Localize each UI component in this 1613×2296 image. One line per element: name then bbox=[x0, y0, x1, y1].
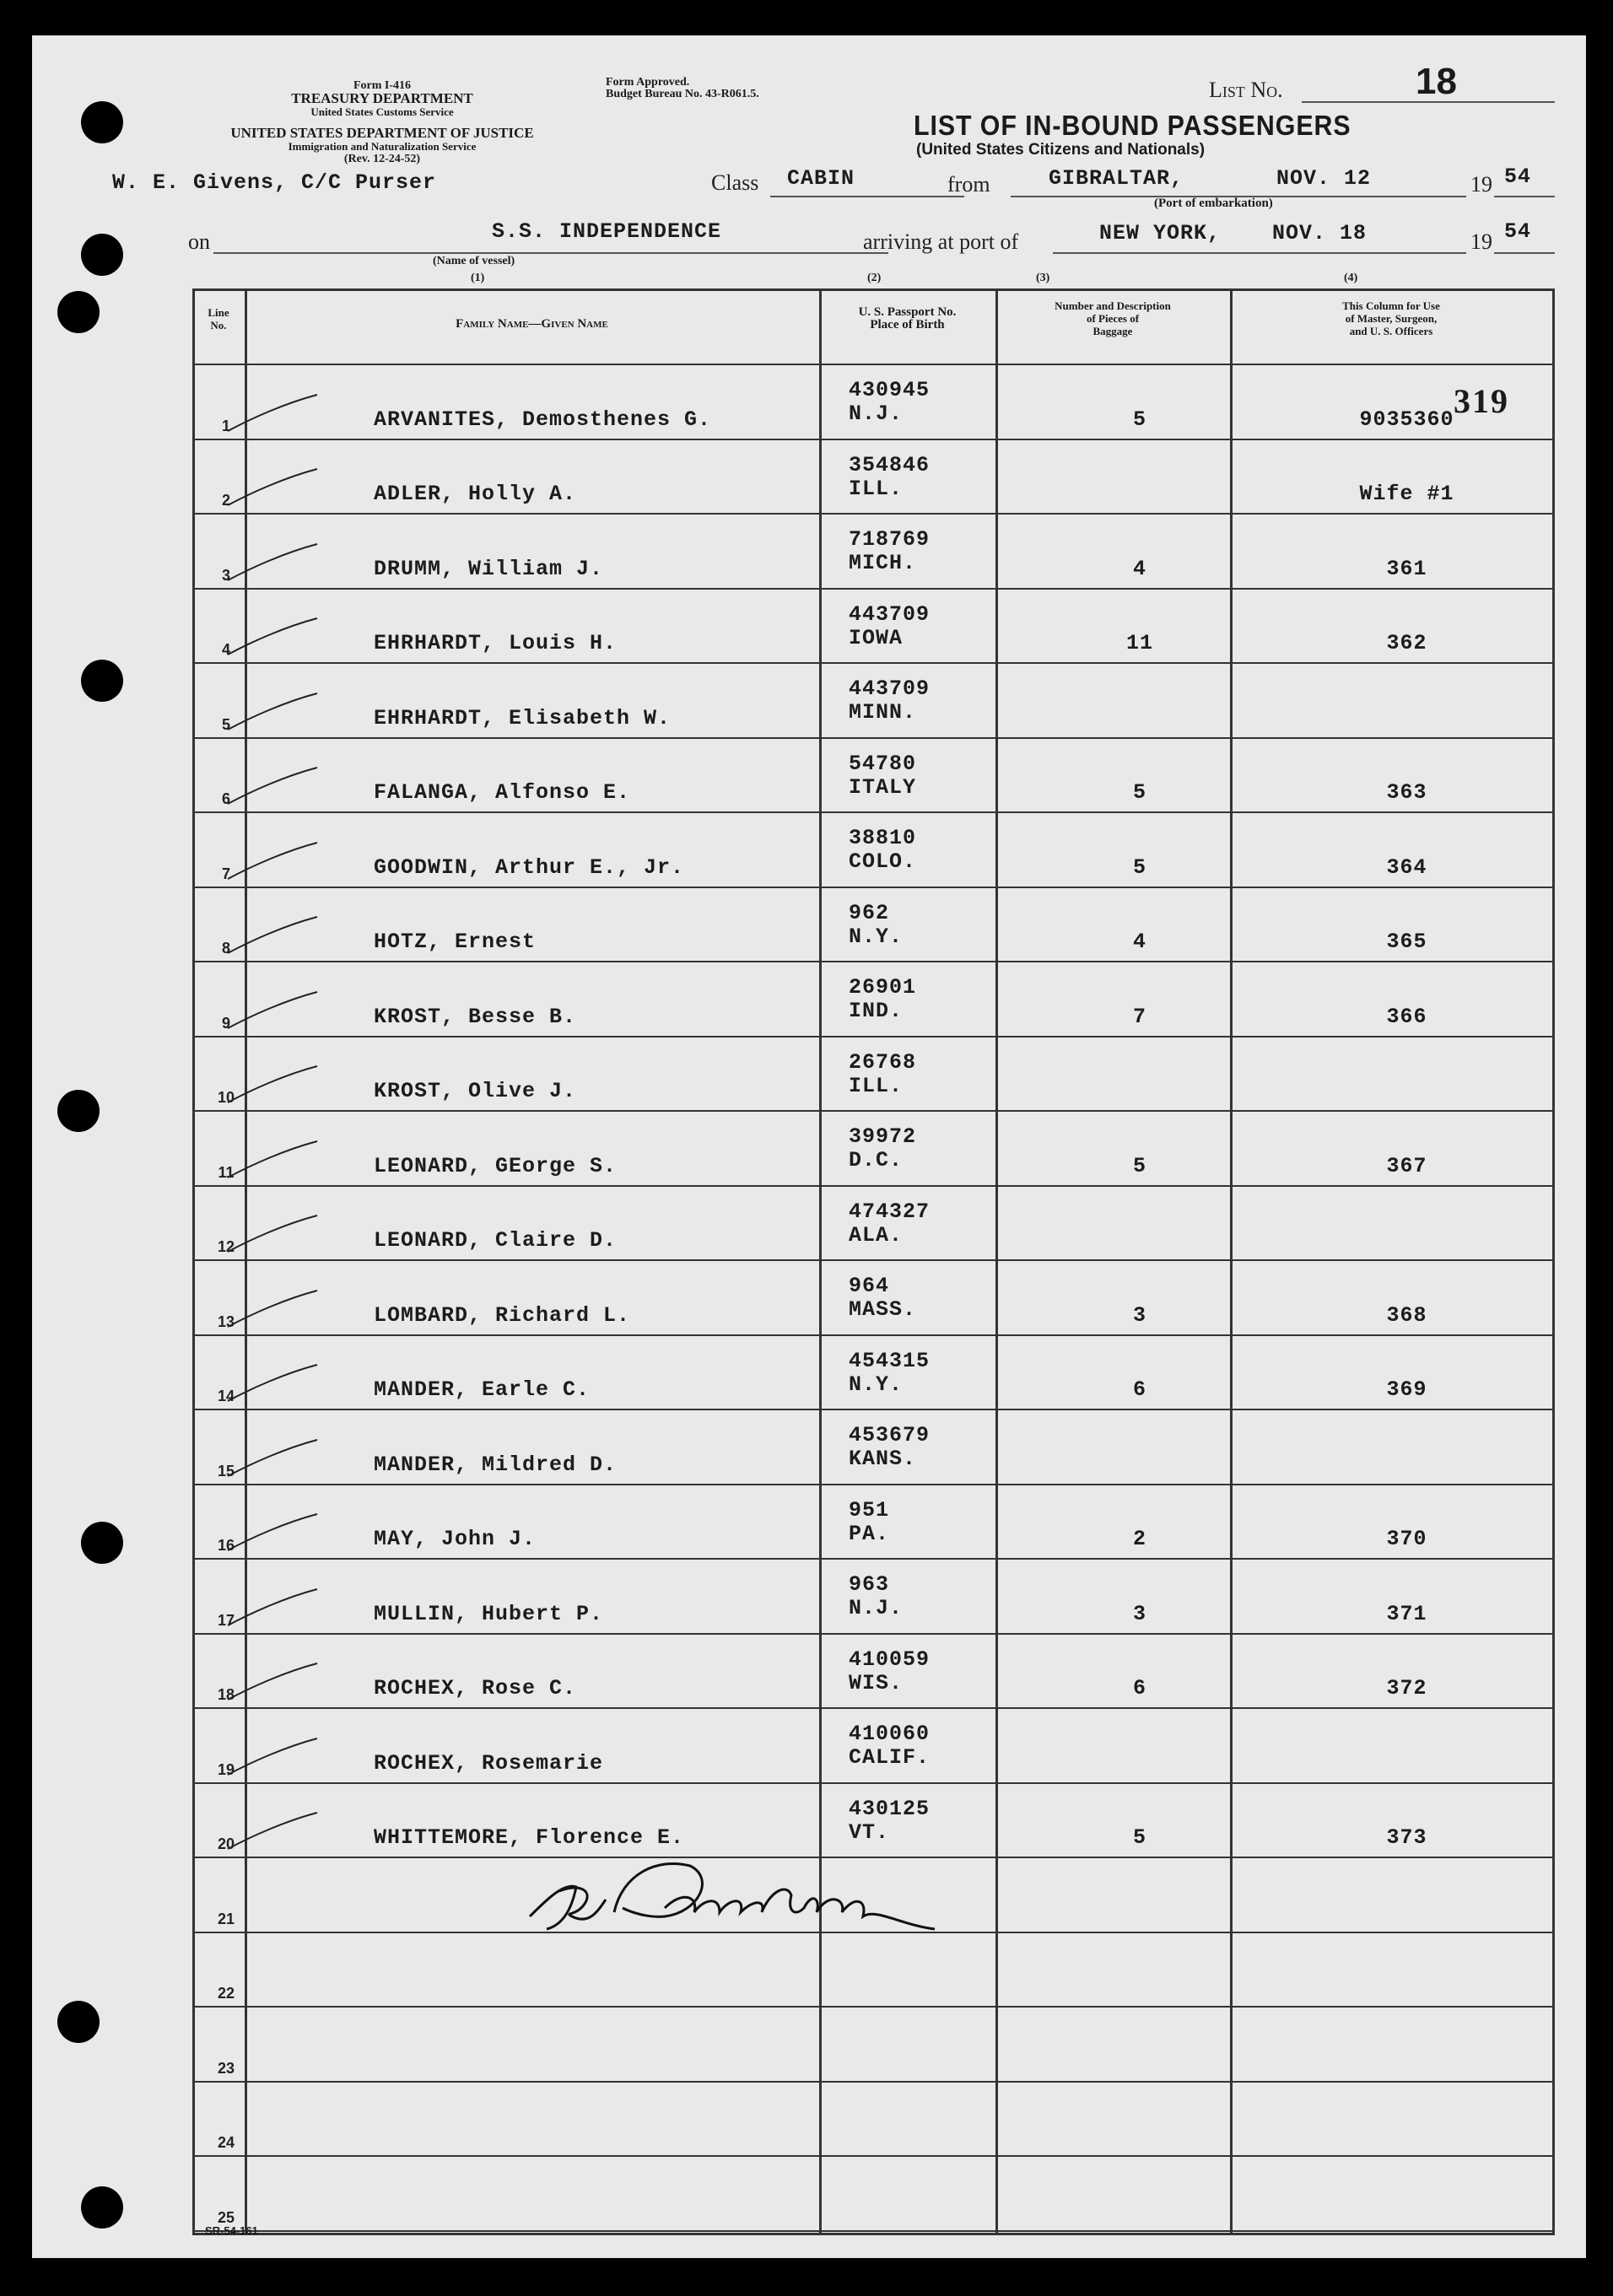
passport-cell bbox=[849, 902, 903, 949]
arrival-date: NOV. 18 bbox=[1272, 221, 1368, 245]
form-number: Form I-416 bbox=[353, 79, 412, 92]
place-of-birth: KANS. bbox=[849, 1447, 917, 1471]
place-of-birth: WIS. bbox=[849, 1670, 904, 1695]
dept-treasury: TREASURY DEPARTMENT bbox=[291, 90, 473, 106]
table-row bbox=[192, 1336, 1555, 1411]
passport-number: 718769 bbox=[849, 527, 931, 552]
passenger-name: GOODWIN, Arthur E., Jr. bbox=[374, 854, 685, 880]
passport-cell bbox=[849, 1350, 930, 1397]
table-row bbox=[192, 664, 1555, 739]
arrival-port: NEW YORK, bbox=[1099, 221, 1222, 245]
place-of-birth: MINN. bbox=[849, 700, 917, 725]
passport-cell bbox=[849, 1648, 930, 1695]
officer-note: 361 bbox=[1386, 556, 1427, 581]
line-number: 10 bbox=[217, 1089, 235, 1106]
passenger-name: KROST, Olive J. bbox=[374, 1079, 577, 1103]
row-rule bbox=[192, 2230, 1555, 2232]
line-number: 12 bbox=[217, 1238, 235, 1255]
form-sheet bbox=[32, 35, 1586, 2258]
line-number: 13 bbox=[217, 1312, 235, 1330]
arrival-underline bbox=[1053, 252, 1466, 254]
table-row bbox=[192, 590, 1555, 665]
baggage-count: 4 bbox=[1132, 556, 1146, 581]
passport-number: 963 bbox=[849, 1572, 890, 1597]
line-number: 22 bbox=[217, 1985, 235, 2002]
passport-cell bbox=[849, 1125, 916, 1172]
place-of-birth: N.J. bbox=[849, 1596, 904, 1620]
passenger-name: MAY, John J. bbox=[374, 1527, 537, 1551]
dept-immigration: Immigration and Naturalization Service bbox=[288, 140, 477, 153]
table-row bbox=[192, 888, 1555, 963]
baggage-count: 5 bbox=[1132, 407, 1146, 432]
header-officer-use: This Column for Use of Master, Surgeon, and U. S. Officers bbox=[1342, 299, 1440, 337]
arrival-year: 54 bbox=[1504, 219, 1532, 244]
table-row bbox=[192, 440, 1555, 515]
binder-hole bbox=[81, 1522, 123, 1564]
passport-cell bbox=[849, 1051, 916, 1098]
place-of-birth: ILL. bbox=[849, 476, 904, 501]
binder-hole bbox=[81, 660, 123, 702]
passenger-name: ARVANITES, Demosthenes G. bbox=[374, 407, 712, 432]
line-number: 4 bbox=[221, 641, 230, 658]
year-underline-2 bbox=[1494, 252, 1555, 254]
passenger-name: EHRHARDT, Elisabeth W. bbox=[374, 705, 672, 730]
table-row bbox=[192, 2083, 1555, 2158]
passenger-name: ROCHEX, Rosemarie bbox=[374, 1750, 604, 1776]
header-passport: U. S. Passport No. Place of Birth bbox=[858, 305, 957, 331]
line-number: 11 bbox=[218, 1163, 235, 1181]
passport-number: 54780 bbox=[849, 751, 917, 776]
officer-note: 365 bbox=[1386, 930, 1427, 954]
baggage-count: 6 bbox=[1132, 1676, 1146, 1700]
passenger-name: FALANGA, Alfonso E. bbox=[374, 780, 631, 805]
table-row bbox=[192, 962, 1555, 1038]
officer-note: 369 bbox=[1386, 1377, 1427, 1402]
passport-number: 26901 bbox=[849, 975, 917, 1000]
passport-cell bbox=[849, 528, 930, 575]
year-prefix-1: 19 bbox=[1470, 172, 1492, 197]
passenger-name: MANDER, Mildred D. bbox=[374, 1452, 618, 1477]
year-prefix-2: 19 bbox=[1470, 229, 1492, 254]
line-number: 17 bbox=[217, 1611, 235, 1629]
passport-number: 354846 bbox=[849, 452, 931, 477]
line-number: 1 bbox=[221, 417, 230, 434]
embarkation-port: GIBRALTAR, bbox=[1049, 166, 1184, 191]
passport-cell bbox=[849, 677, 930, 725]
officer-note: 370 bbox=[1386, 1527, 1427, 1551]
baggage-count: 3 bbox=[1132, 1601, 1146, 1626]
passport-number: 454315 bbox=[849, 1348, 931, 1373]
place-of-birth: ITALY bbox=[849, 774, 917, 800]
officer-note: 9035360 bbox=[1359, 407, 1454, 432]
passport-number: 951 bbox=[849, 1497, 890, 1523]
passport-cell bbox=[849, 1424, 930, 1471]
table-row bbox=[192, 365, 1555, 440]
passport-number: 410060 bbox=[849, 1722, 931, 1746]
footer-code: SR-54-161 bbox=[205, 2224, 258, 2237]
passport-number: 26768 bbox=[849, 1049, 917, 1075]
line-number: 14 bbox=[217, 1388, 235, 1404]
line-number: 9 bbox=[221, 1014, 230, 1032]
line-number: 2 bbox=[221, 492, 230, 509]
passenger-name: WHITTEMORE, Florence E. bbox=[374, 1825, 685, 1850]
table-row bbox=[192, 1187, 1555, 1262]
passport-cell bbox=[849, 976, 916, 1023]
officer-note: 363 bbox=[1386, 780, 1427, 805]
line-number: 20 bbox=[217, 1835, 235, 1852]
place-of-birth: PA. bbox=[849, 1521, 890, 1546]
passenger-name: LEONARD, GEorge S. bbox=[374, 1153, 618, 1178]
place-of-birth: ALA. bbox=[849, 1222, 904, 1248]
baggage-count: 4 bbox=[1132, 930, 1146, 954]
on-label: on bbox=[188, 229, 210, 254]
vessel-caption: (Name of vessel) bbox=[433, 255, 515, 267]
baggage-count: 5 bbox=[1132, 1153, 1146, 1178]
line-number: 15 bbox=[217, 1462, 235, 1479]
header-name: Family Name—Given Name bbox=[456, 317, 608, 331]
officer-note: 367 bbox=[1386, 1153, 1427, 1178]
dept-justice: UNITED STATES DEPARTMENT OF JUSTICE bbox=[230, 125, 534, 141]
line-number: 18 bbox=[217, 1686, 235, 1703]
corner-mark: 319 bbox=[1454, 382, 1509, 420]
binder-hole bbox=[81, 2186, 123, 2229]
header-baggage: Number and Description of Pieces of Baggage bbox=[1055, 299, 1171, 337]
passenger-name: MULLIN, Hubert P. bbox=[374, 1601, 604, 1626]
place-of-birth: IND. bbox=[849, 999, 904, 1023]
passport-cell bbox=[849, 1573, 903, 1620]
baggage-count: 3 bbox=[1132, 1302, 1146, 1328]
officer-note: 362 bbox=[1386, 631, 1427, 655]
budget-bureau: Budget Bureau No. 43-R061.5. bbox=[606, 88, 759, 100]
passport-cell bbox=[849, 1722, 930, 1770]
column-number-1: (1) bbox=[471, 272, 485, 284]
place-of-birth: D.C. bbox=[849, 1148, 904, 1172]
line-number: 24 bbox=[217, 2134, 235, 2151]
passport-number: 430125 bbox=[849, 1796, 931, 1821]
table-header bbox=[192, 291, 1555, 365]
passport-number: 410059 bbox=[849, 1647, 931, 1672]
passport-number: 443709 bbox=[849, 676, 931, 701]
embarkation-year: 54 bbox=[1504, 164, 1532, 189]
table-row bbox=[192, 1560, 1555, 1635]
officer-note: 366 bbox=[1386, 1004, 1427, 1029]
passport-cell bbox=[849, 379, 930, 426]
passport-number: 453679 bbox=[849, 1423, 931, 1447]
passport-cell bbox=[849, 1200, 930, 1248]
purser-name: W. E. Givens, C/C Purser bbox=[112, 170, 437, 195]
place-of-birth: N.J. bbox=[849, 402, 904, 426]
passport-number: 474327 bbox=[849, 1199, 931, 1224]
column-number-3: (3) bbox=[1036, 272, 1050, 284]
place-of-birth: ILL. bbox=[849, 1073, 904, 1098]
arriving-label: arriving at port of bbox=[863, 229, 1019, 254]
table-row bbox=[192, 1635, 1555, 1710]
officer-note: 364 bbox=[1386, 854, 1427, 880]
passport-cell bbox=[849, 1499, 889, 1546]
place-of-birth: N.Y. bbox=[849, 924, 904, 949]
embarkation-date: NOV. 12 bbox=[1276, 166, 1372, 191]
line-number: 16 bbox=[217, 1537, 235, 1554]
passport-cell bbox=[849, 603, 930, 650]
binder-hole bbox=[57, 2001, 100, 2043]
header-line-no: Line No. bbox=[208, 306, 229, 331]
baggage-count: 5 bbox=[1132, 854, 1146, 880]
baggage-count: 5 bbox=[1132, 1825, 1146, 1850]
table-row bbox=[192, 1038, 1555, 1113]
line-number: 8 bbox=[221, 940, 230, 957]
passenger-name: ADLER, Holly A. bbox=[374, 482, 577, 506]
officer-signature bbox=[513, 1832, 1036, 1950]
form-title: LIST OF IN-BOUND PASSENGERS bbox=[914, 110, 1351, 141]
place-of-birth: VT. bbox=[849, 1819, 890, 1845]
place-of-birth: CALIF. bbox=[849, 1745, 931, 1770]
line-number: 23 bbox=[217, 2059, 235, 2077]
table-row bbox=[192, 515, 1555, 590]
officer-note: Wife #1 bbox=[1359, 482, 1454, 506]
baggage-count: 5 bbox=[1132, 780, 1146, 805]
line-number: 19 bbox=[217, 1760, 235, 1778]
table-row bbox=[192, 1485, 1555, 1560]
class-underline bbox=[770, 196, 964, 197]
column-number-2: (2) bbox=[867, 272, 882, 284]
passport-cell bbox=[849, 1275, 916, 1322]
place-of-birth: IOWA bbox=[849, 625, 904, 650]
passport-number: 38810 bbox=[849, 826, 917, 850]
form-subtitle: (United States Citizens and Nationals) bbox=[916, 141, 1206, 159]
passenger-name: KROST, Besse B. bbox=[374, 1004, 577, 1029]
passenger-name: ROCHEX, Rose C. bbox=[374, 1676, 577, 1700]
form-approved: Form Approved. bbox=[606, 76, 690, 89]
line-number: 6 bbox=[221, 790, 230, 807]
officer-note: 373 bbox=[1386, 1825, 1427, 1850]
line-number: 3 bbox=[221, 566, 230, 584]
passenger-name: DRUMM, William J. bbox=[374, 556, 604, 581]
binder-hole bbox=[57, 291, 100, 333]
from-label: from bbox=[947, 172, 990, 197]
port-caption: (Port of embarkation) bbox=[1154, 197, 1273, 210]
class-label: Class bbox=[711, 170, 759, 195]
table-row bbox=[192, 1410, 1555, 1485]
passenger-name: LEONARD, Claire D. bbox=[374, 1228, 618, 1253]
passport-cell bbox=[849, 454, 930, 501]
baggage-count: 6 bbox=[1132, 1377, 1146, 1402]
passport-cell bbox=[849, 827, 916, 874]
year-underline-1 bbox=[1494, 196, 1555, 197]
passport-number: 430945 bbox=[849, 378, 931, 402]
class-value: CABIN bbox=[787, 166, 855, 191]
passport-cell bbox=[849, 752, 916, 800]
passenger-name: EHRHARDT, Louis H. bbox=[374, 631, 618, 655]
vessel-underline bbox=[213, 252, 888, 254]
passport-number: 964 bbox=[849, 1274, 890, 1298]
column-number-4: (4) bbox=[1344, 272, 1358, 284]
line-number: 7 bbox=[221, 865, 230, 882]
place-of-birth: COLO. bbox=[849, 849, 917, 874]
list-no-label: List No. bbox=[1209, 78, 1283, 102]
place-of-birth: MICH. bbox=[849, 551, 917, 575]
passport-number: 443709 bbox=[849, 601, 931, 627]
baggage-count: 7 bbox=[1132, 1004, 1146, 1029]
place-of-birth: MASS. bbox=[849, 1297, 917, 1322]
binder-hole bbox=[81, 234, 123, 276]
table-row bbox=[192, 1261, 1555, 1336]
table-row bbox=[192, 1112, 1555, 1187]
baggage-count: 11 bbox=[1125, 631, 1153, 655]
line-number: 5 bbox=[221, 715, 230, 733]
passport-number: 962 bbox=[849, 900, 890, 925]
line-number: 25 bbox=[217, 2208, 235, 2226]
table-row bbox=[192, 1709, 1555, 1784]
place-of-birth: N.Y. bbox=[849, 1372, 904, 1397]
line-number: 21 bbox=[217, 1910, 235, 1927]
baggage-count: 2 bbox=[1132, 1527, 1146, 1551]
dept-customs: United States Customs Service bbox=[310, 105, 454, 118]
officer-note: 371 bbox=[1386, 1601, 1427, 1626]
table-row bbox=[192, 739, 1555, 814]
officer-note: 372 bbox=[1386, 1676, 1427, 1700]
form-revision: (Rev. 12-24-52) bbox=[343, 153, 421, 165]
passenger-name: LOMBARD, Richard L. bbox=[374, 1302, 631, 1328]
binder-hole bbox=[57, 1090, 100, 1132]
passenger-name: MANDER, Earle C. bbox=[374, 1377, 591, 1402]
officer-note: 368 bbox=[1386, 1302, 1427, 1328]
table-row bbox=[192, 2008, 1555, 2083]
vessel-name: S.S. INDEPENDENCE bbox=[492, 219, 722, 244]
table-row bbox=[192, 813, 1555, 888]
list-number: 18 bbox=[1416, 61, 1457, 102]
passport-number: 39972 bbox=[849, 1124, 917, 1149]
table-row bbox=[192, 2157, 1555, 2232]
binder-hole bbox=[81, 101, 123, 143]
passenger-name: HOTZ, Ernest bbox=[374, 930, 537, 954]
